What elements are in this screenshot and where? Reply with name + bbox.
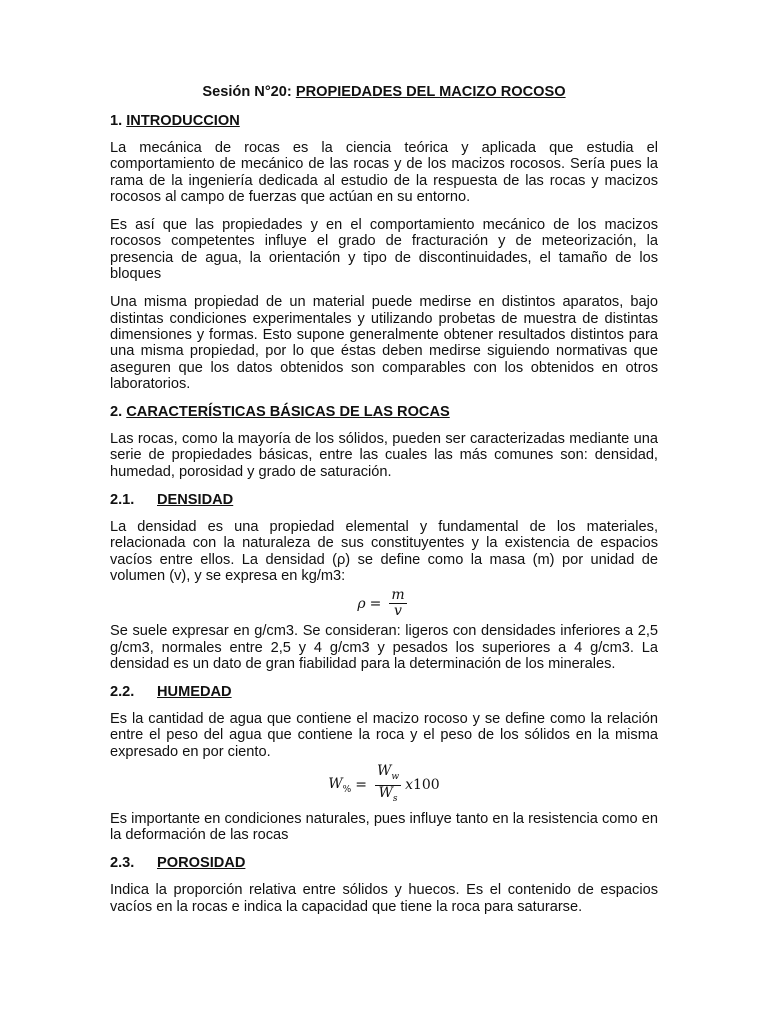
section-2-1-paragraph-2: Se suele expresar en g/cm3. Se consideran: ligeros con densidades inferiores a 2,5 g/cm3, normales entre 2,5 y 4 g/cm3 y pesados los superiores a 4 g/cm3. La densidad es un dato de gran fiabilidad para la determinación de los minerales. [110, 623, 658, 672]
title-prefix: Sesión N°20: [202, 84, 296, 100]
section-2-2-title: HUMEDAD [157, 684, 232, 701]
section-2-1-paragraph-1: La densidad es una propiedad elemental y fundamental de los materiales, relacionada con la naturaleza de sus constituyentes y la existencia de espacios vacíos entre ellos. La densidad (ρ) se define como la masa (m) por unidad de volumen (v), y se expresa en kg/m3: [110, 519, 658, 584]
humidity-formula-numerator: $W_w$ [375, 764, 401, 786]
section-2-3-title: POROSIDAD [157, 855, 246, 872]
density-formula-fraction [389, 588, 406, 619]
density-formula-denominator: v [394, 603, 402, 620]
section-1-paragraph-3: Una misma propiedad de un material puede medirse en distintos aparatos, bajo distintas condiciones experimentales y utilizando probetas de muestra de distintas dimensiones y formas. Esto supone generalmente obtener resultados distintos para una misma propiedad, por lo que éstas deben medirse siguiendo normativas que aseguren que los datos obtenidos son comparables con los obtenidos en otros laboratorios. [110, 294, 658, 392]
section-1-title: INTRODUCCION [126, 113, 240, 129]
section-1-paragraph-2: Es así que las propiedades y en el comportamiento mecánico de los macizos rocosos competentes influye el grado de fracturación y de meteorización, la presencia de agua, la orientación y tipo de discontinuidades, el tamaño de los bloques [110, 217, 658, 283]
density-formula-lhs: ρ [357, 595, 366, 612]
section-2-3-heading [110, 855, 658, 872]
humidity-formula-times: x [405, 777, 413, 794]
document-title [110, 84, 658, 101]
section-1-heading [110, 113, 658, 130]
humidity-formula-lhs-sub: % [342, 784, 352, 795]
title-main: PROPIEDADES DEL MACIZO ROCOSO [295, 84, 566, 100]
humidity-formula [110, 764, 658, 807]
section-2-1-heading [110, 492, 658, 509]
section-2-2-heading [110, 684, 658, 701]
section-2-2-paragraph-2: Es importante en condiciones naturales, pues influye tanto en la resistencia como en la deformación de las rocas [110, 810, 658, 843]
humidity-formula-fraction [375, 764, 401, 807]
humidity-formula-value: 100 [412, 777, 440, 794]
section-2-3-paragraph-1: Indica la proporción relativa entre sólidos y huecos. Es el contenido de espacios vacíos en la rocas e indica la capacidad que tiene la roca para saturarse. [110, 882, 658, 915]
density-formula [110, 588, 658, 619]
humidity-formula-denominator: $W_s$ [378, 784, 398, 804]
section-2-heading [110, 404, 658, 421]
humidity-formula-equals: = [355, 777, 367, 794]
humidity-formula-lhs: $W_{\%}$ [328, 775, 352, 795]
density-formula-numerator: m [391, 587, 405, 604]
density-formula-equals: = [369, 595, 382, 612]
document-page [110, 84, 658, 927]
section-2-1-title: DENSIDAD [157, 492, 234, 509]
section-2-2-number: 2.2. [110, 684, 135, 701]
section-1-number: 1. [110, 113, 127, 129]
section-2-title: CARACTERÍSTICAS BÁSICAS DE LAS ROCAS [126, 404, 450, 421]
section-1-paragraph-1: La mecánica de rocas es la ciencia teórica y aplicada que estudia el comportamiento de mecánico de las rocas y de los macizos rocosos. Sería pues la rama de la ingeniería dedicada al estudio de la respuesta de las rocas y macizos rocosos al campo de fuerzas que actúan en su entorno. [110, 140, 658, 205]
section-2-number: 2. [110, 404, 127, 421]
section-2-1-number: 2.1. [110, 492, 135, 509]
section-2-2-paragraph-1: Es la cantidad de agua que contiene el macizo rocoso y se define como la relación entre el peso del agua que contiene la roca y el peso de los sólidos en la misma expresado en por ciento. [110, 711, 658, 760]
section-2-paragraph-1: Las rocas, como la mayoría de los sólidos, pueden ser caracterizadas mediante una serie de propiedades básicas, entre las cuales las más comunes son: densidad, humedad, porosidad y grado de saturación. [110, 431, 658, 480]
section-2-3-number: 2.3. [110, 855, 135, 872]
